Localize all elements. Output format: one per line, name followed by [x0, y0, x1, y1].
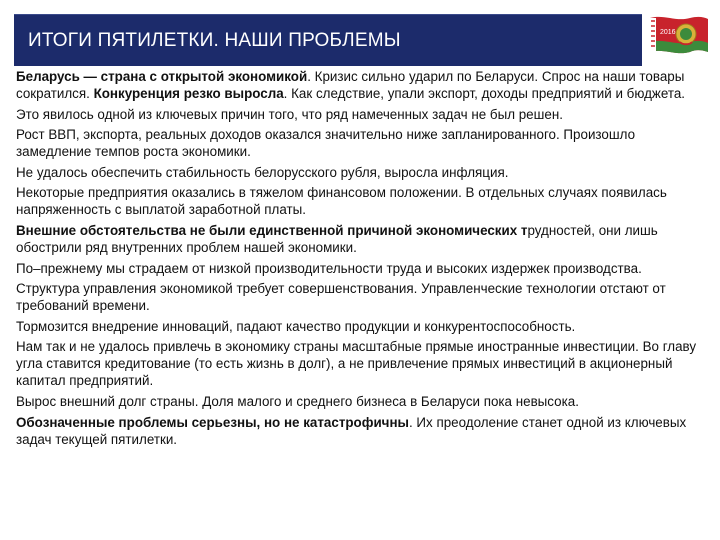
paragraph-1: [16, 68, 714, 102]
paragraph-2: Это явилось одной из ключевых причин того, что ряд намеченных задач не был решен.: [16, 106, 563, 122]
page-title: ИТОГИ ПЯТИЛЕТКИ. НАШИ ПРОБЛЕМЫ: [28, 30, 401, 51]
paragraph-1-text: . Кризис сильно ударил по Беларуси. Спрос на наши товары сократился.: [16, 69, 685, 101]
paragraph-6-text: рудностей, они лишь обострили ряд внутренних проблем нашей экономики.: [16, 222, 658, 255]
content-body: [16, 68, 714, 451]
paragraph-5: Некоторые предприятия оказались в тяжелом финансовом положении. В отдельных случаях появилась напряженность с выплатой заработной платы.: [16, 185, 667, 218]
paragraph-6-bold: Внешние обстоятельства не были единственной причиной экономических т: [16, 222, 528, 238]
paragraph-10: Нам так и не удалось привлечь в экономику страны масштабные прямые иностранные инвестиции. Во главу угла ставится кредитование (то есть жизнь в долг), а не привлечение прямых инвестиций в акционерный капитал предприятий.: [16, 339, 697, 389]
paragraph-11: Вырос внешний долг страны. Доля малого и среднего бизнеса в Беларуси пока невысока.: [16, 393, 579, 409]
paragraph-7: По–прежнему мы страдаем от низкой производительности труда и высоких издержек производства.: [16, 260, 642, 276]
paragraph-12-bold: Обозначенные проблемы серьезны, но не катастрофичны: [16, 414, 409, 430]
paragraph-1-text-2: . Как следствие, упали экспорт, доходы предприятий и бюджета.: [283, 86, 686, 101]
title-bar: [14, 14, 642, 66]
paragraph-1-bold: Беларусь — страна с открытой экономикой: [16, 69, 308, 84]
belarus-flag-emblem-icon: [646, 12, 712, 64]
paragraph-12: [16, 414, 714, 448]
paragraph-3: Рост ВВП, экспорта, реальных доходов оказался значительно ниже запланированного. Произошло замедление темпов роста экономики.: [16, 127, 636, 160]
paragraph-6: [16, 222, 714, 256]
paragraph-12-text: . Их преодоление станет одной из ключевых задач текущей пятилетки.: [16, 414, 687, 447]
emblem-year: 2016: [660, 29, 676, 36]
paragraph-1-bold-2: Конкуренция резко выросла: [93, 86, 284, 101]
paragraph-8: Структура управления экономикой требует совершенствования. Управленческие технологии отстают от требований времени.: [16, 281, 666, 314]
paragraph-4: Не удалось обеспечить стабильность белорусского рубля, выросла инфляция.: [16, 164, 509, 180]
paragraph-9: Тормозится внедрение инноваций, падают качество продукции и конкурентоспособность.: [16, 318, 576, 334]
